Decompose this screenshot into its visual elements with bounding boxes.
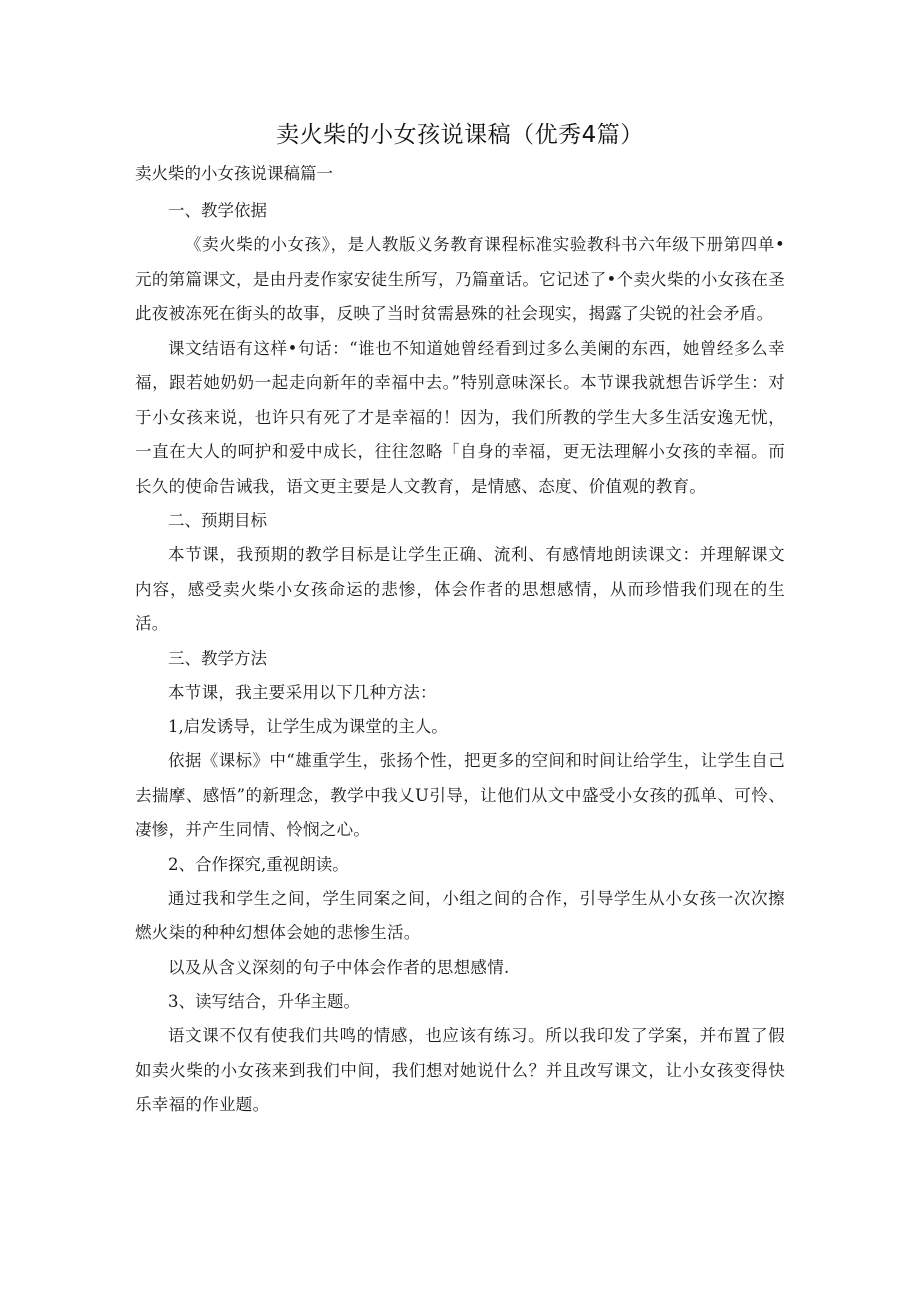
document-title: 卖火柴的小女孩说课稿（优秀4篇）	[276, 122, 644, 148]
method-1-paragraph: 依据《课标》中“雄重学生，张扬个性，把更多的空间和时间让给学生，让学生自己去揣摩、感悟”的新理念，教学中我乂U引导，让他们从文中盛受小女孩的孤单、可怜、凄惨，并产生同情、怜悯之心。	[135, 751, 785, 839]
method-2-title: 2、合作探究,重视朗读。	[168, 854, 349, 874]
paragraph-goals: 本节课，我预期的教学目标是让学生正确、流利、有感情地朗读课文：并理解课文内容，感受卖火柴小女孩命运的悲惨，体会作者的思想感情，从而珍惜我们现在的生活。	[135, 545, 785, 633]
paragraph-methods-intro: 本节课，我主要采用以下几种方法：	[168, 682, 437, 702]
document-subtitle: 卖火柴的小女孩说课稿篇一	[135, 164, 333, 183]
method-3-title: 3、读写结合，升华主题。	[168, 992, 360, 1011]
section-heading-basis: 一、教学依据	[168, 201, 267, 220]
method-2-paragraph-2: 以及从含义深刻的句子中体会作者的思想感情.	[168, 957, 510, 977]
method-1-title: 1,启发诱导，让学生成为课堂的主人。	[168, 717, 448, 736]
method-2-paragraph-1: 通过我和学生之间，学生同案之间，小组之间的合作，引导学生从小女孩一次次擦燃火柒的种种幻想体会她的悲惨生活。	[135, 888, 785, 942]
paragraph-basis-2: 课文结语有这样•句话：“谁也不知道她曾经看到过多么美阑的东西，她曾经多么幸福，跟若她奶奶一起走向新年的幸福中去。”特别意味深长。本节课我就想告诉学生：对于小女孩来说，也许只有死了才是幸福的！因为，我们所教的学生大多生活安逸无忧，一直在大人的呵护和爱中成长，往往忽略「自身的幸福，更无法理解小女孩的幸福。而长久的使命告诫我，语文更主要是人文教育，是情感、态度、价值观的教育。	[135, 338, 785, 496]
document-body	[135, 194, 785, 1123]
section-heading-methods: 三、教学方法	[168, 648, 267, 668]
section-heading-goals: 二、预期目标	[168, 511, 267, 530]
method-3-paragraph: 语文课不仅有使我们共鸣的情感，也应该有练习。所以我印发了学案，并布置了假如卖火柴的小女孩来到我们中间，我们想对她说什么？并且改写课文，让小女孩变得快乐幸福的作业题。	[135, 1026, 785, 1114]
paragraph-basis-1: 《卖火柴的小女孩》，是人教版义务教育课程标准实验教科书六年级下册第四单•元的第篇课文，是由丹麦作家安徒生所写，乃篇童话。它记述了•个卖火柴的小女孩在圣此夜被冻死在街头的故事，反映了当时贫需悬殊的社会现实，揭露了尖锐的社会矛盾。	[135, 235, 785, 323]
